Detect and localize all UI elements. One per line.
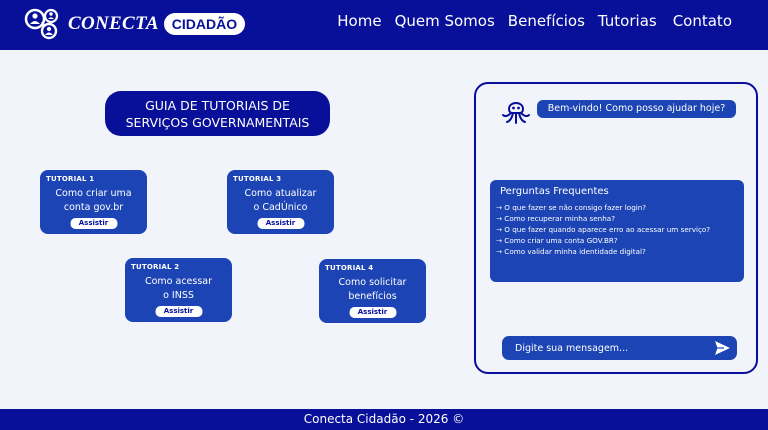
tutorial-description [227,187,334,215]
faq-box [490,180,744,282]
tutorial-line2: o CadÚnico [253,202,308,213]
message-input[interactable] [502,336,737,360]
nav-tutorias[interactable]: Tutorias [597,12,657,30]
chat-panel [474,82,758,374]
nav-quem-somos[interactable]: Quem Somos [394,12,495,30]
guide-title-line2: SERVIÇOS GOVERNAMENTAIS [125,114,310,130]
tutorial-card-3 [227,170,334,234]
tutorial-description [319,276,426,304]
watch-button[interactable]: Assistir [155,306,202,317]
logo[interactable] [24,8,245,40]
tutorial-card-2 [125,258,232,322]
top-header [0,0,768,50]
tutorial-line1: Como criar uma [55,188,132,199]
nav-beneficios[interactable]: Benefícios [507,12,585,30]
nav-home[interactable]: Home [337,12,382,30]
tutorial-card-4 [319,259,426,323]
logo-badge: CIDADÃO [164,13,245,35]
tutorial-line2: conta gov.br [63,202,124,213]
faq-title: Perguntas Frequentes [500,186,609,197]
faq-item[interactable]: → O que fazer quando aparece erro ao acessar um serviço? [496,225,711,234]
guide-title-line1: GUIA DE TUTORIAIS DE [145,97,290,113]
logo-text: CONECTA [68,13,159,34]
tutorial-tag: TUTORIAL 4 [325,264,374,272]
watch-button[interactable]: Assistir [349,307,396,318]
faq-item[interactable]: → Como recuperar minha senha? [496,214,616,223]
tutorial-card-1 [40,170,147,234]
faq-item[interactable]: → Como criar uma conta GOV.BR? [496,236,618,245]
tutorial-line2: o INSS [163,290,194,301]
welcome-message: Bem-vindo! Como posso ajudar hoje? [537,100,736,118]
faq-item[interactable]: → Como validar minha identidade digital? [496,247,646,256]
nav-contato[interactable]: Contato [672,12,732,30]
tutorial-description [125,275,232,303]
tutorial-line1: Como solicitar [338,277,407,288]
octopus-icon [501,97,531,125]
watch-button[interactable]: Assistir [257,218,304,229]
tutorial-line2: benefícios [348,291,397,302]
people-network-icon [24,8,60,40]
faq-item[interactable]: → O que fazer se não consigo fazer login? [496,203,647,212]
tutorial-tag: TUTORIAL 1 [46,175,95,183]
main-nav [324,12,732,30]
tutorial-tag: TUTORIAL 2 [131,263,180,271]
tutorial-line1: Como acessar [144,276,213,287]
guide-title [105,91,330,136]
tutorial-line1: Como atualizar [244,188,317,199]
footer: Conecta Cidadão - 2026 © [0,409,768,430]
watch-button[interactable]: Assistir [70,218,117,229]
send-arrow-icon[interactable] [714,340,731,356]
tutorial-description [40,187,147,215]
tutorial-tag: TUTORIAL 3 [233,175,282,183]
